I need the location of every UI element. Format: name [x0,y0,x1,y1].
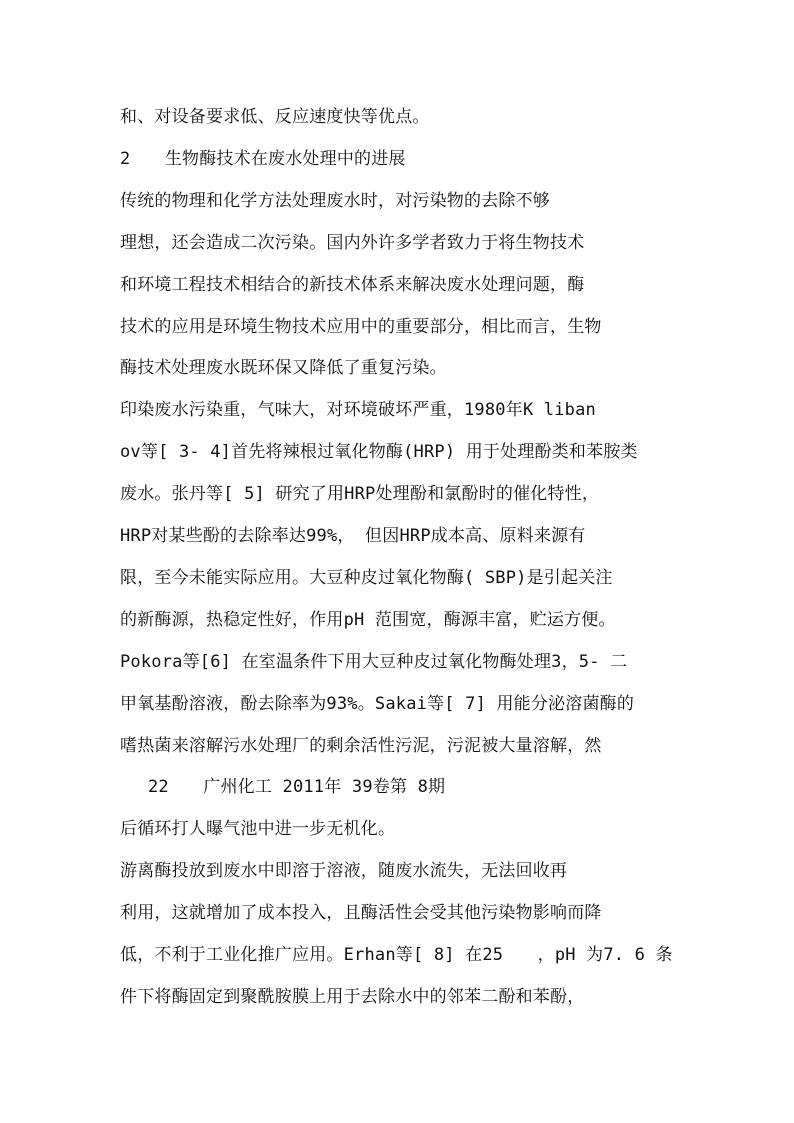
text-line: 后循环打人曝气池中进一步无机化。 [120,819,396,839]
text-line: 低，不利于工业化推广应用。Erhan等[ 8] 在25 ，pH 为7. 6 条 [120,945,673,965]
text-line: 传统的物理和化学方法处理废水时，对污染物的去除不够 [120,191,550,211]
text-line: 游离酶投放到废水中即溶于溶液，随废水流失，无法回收再 [120,861,568,881]
text-line: 技术的应用是环境生物技术应用中的重要部分，相比而言，生物 [120,317,602,337]
text-line: Pokora等[6] 在室温条件下用大豆种皮过氧化物酶处理3，5- 二 [120,652,628,672]
text-line: 嗜热菌来溶解污水处理厂的剩余活性污泥，污泥被大量溶解，然 [120,736,602,756]
section-heading: 2 生物酶技术在废水处理中的进展 [120,149,406,169]
text-line: 酶技术处理废水既环保又降低了重复污染。 [120,358,447,378]
text-line: 件下将酶固定到聚酰胺膜上用于去除水中的邻苯二酚和苯酚， [120,987,585,1007]
text-line: ov等[ 3- 4]首先将辣根过氧化物酶(HRP) 用于处理酚类和苯胺类 [120,442,638,462]
text-line: 利用，这就增加了成本投入，且酶活性会受其他污染物影响而降 [120,903,602,923]
page-footer: 22 广州化工 2011年 39卷第 8期 [148,777,446,797]
text-line: 甲氧基酚溶液，酚去除率为93%。Sakai等[ 7] 用能分泌溶菌酶的 [120,694,635,714]
text-line: 限，至今未能实际应用。大豆种皮过氧化物酶( SBP)是引起关注 [120,568,613,588]
text-line: HRP对某些酚的去除率达99%， 但因HRP成本高、原料来源有 [120,526,586,546]
text-line: 和、对设备要求低、反应速度快等优点。 [120,107,430,127]
text-line: 理想，还会造成二次污染。国内外许多学者致力于将生物技术 [120,233,585,253]
text-line: 的新酶源，热稳定性好，作用pH 范围宽，酶源丰富，贮运方便。 [120,610,616,630]
text-line: 和环境工程技术相结合的新技术体系来解决废水处理问题，酶 [120,275,585,295]
text-line: 废水。张丹等[ 5] 研究了用HRP处理酚和氯酚时的催化特性， [120,484,600,504]
text-line: 印染废水污染重，气味大，对环境破坏严重，1980年K liban [120,400,596,420]
